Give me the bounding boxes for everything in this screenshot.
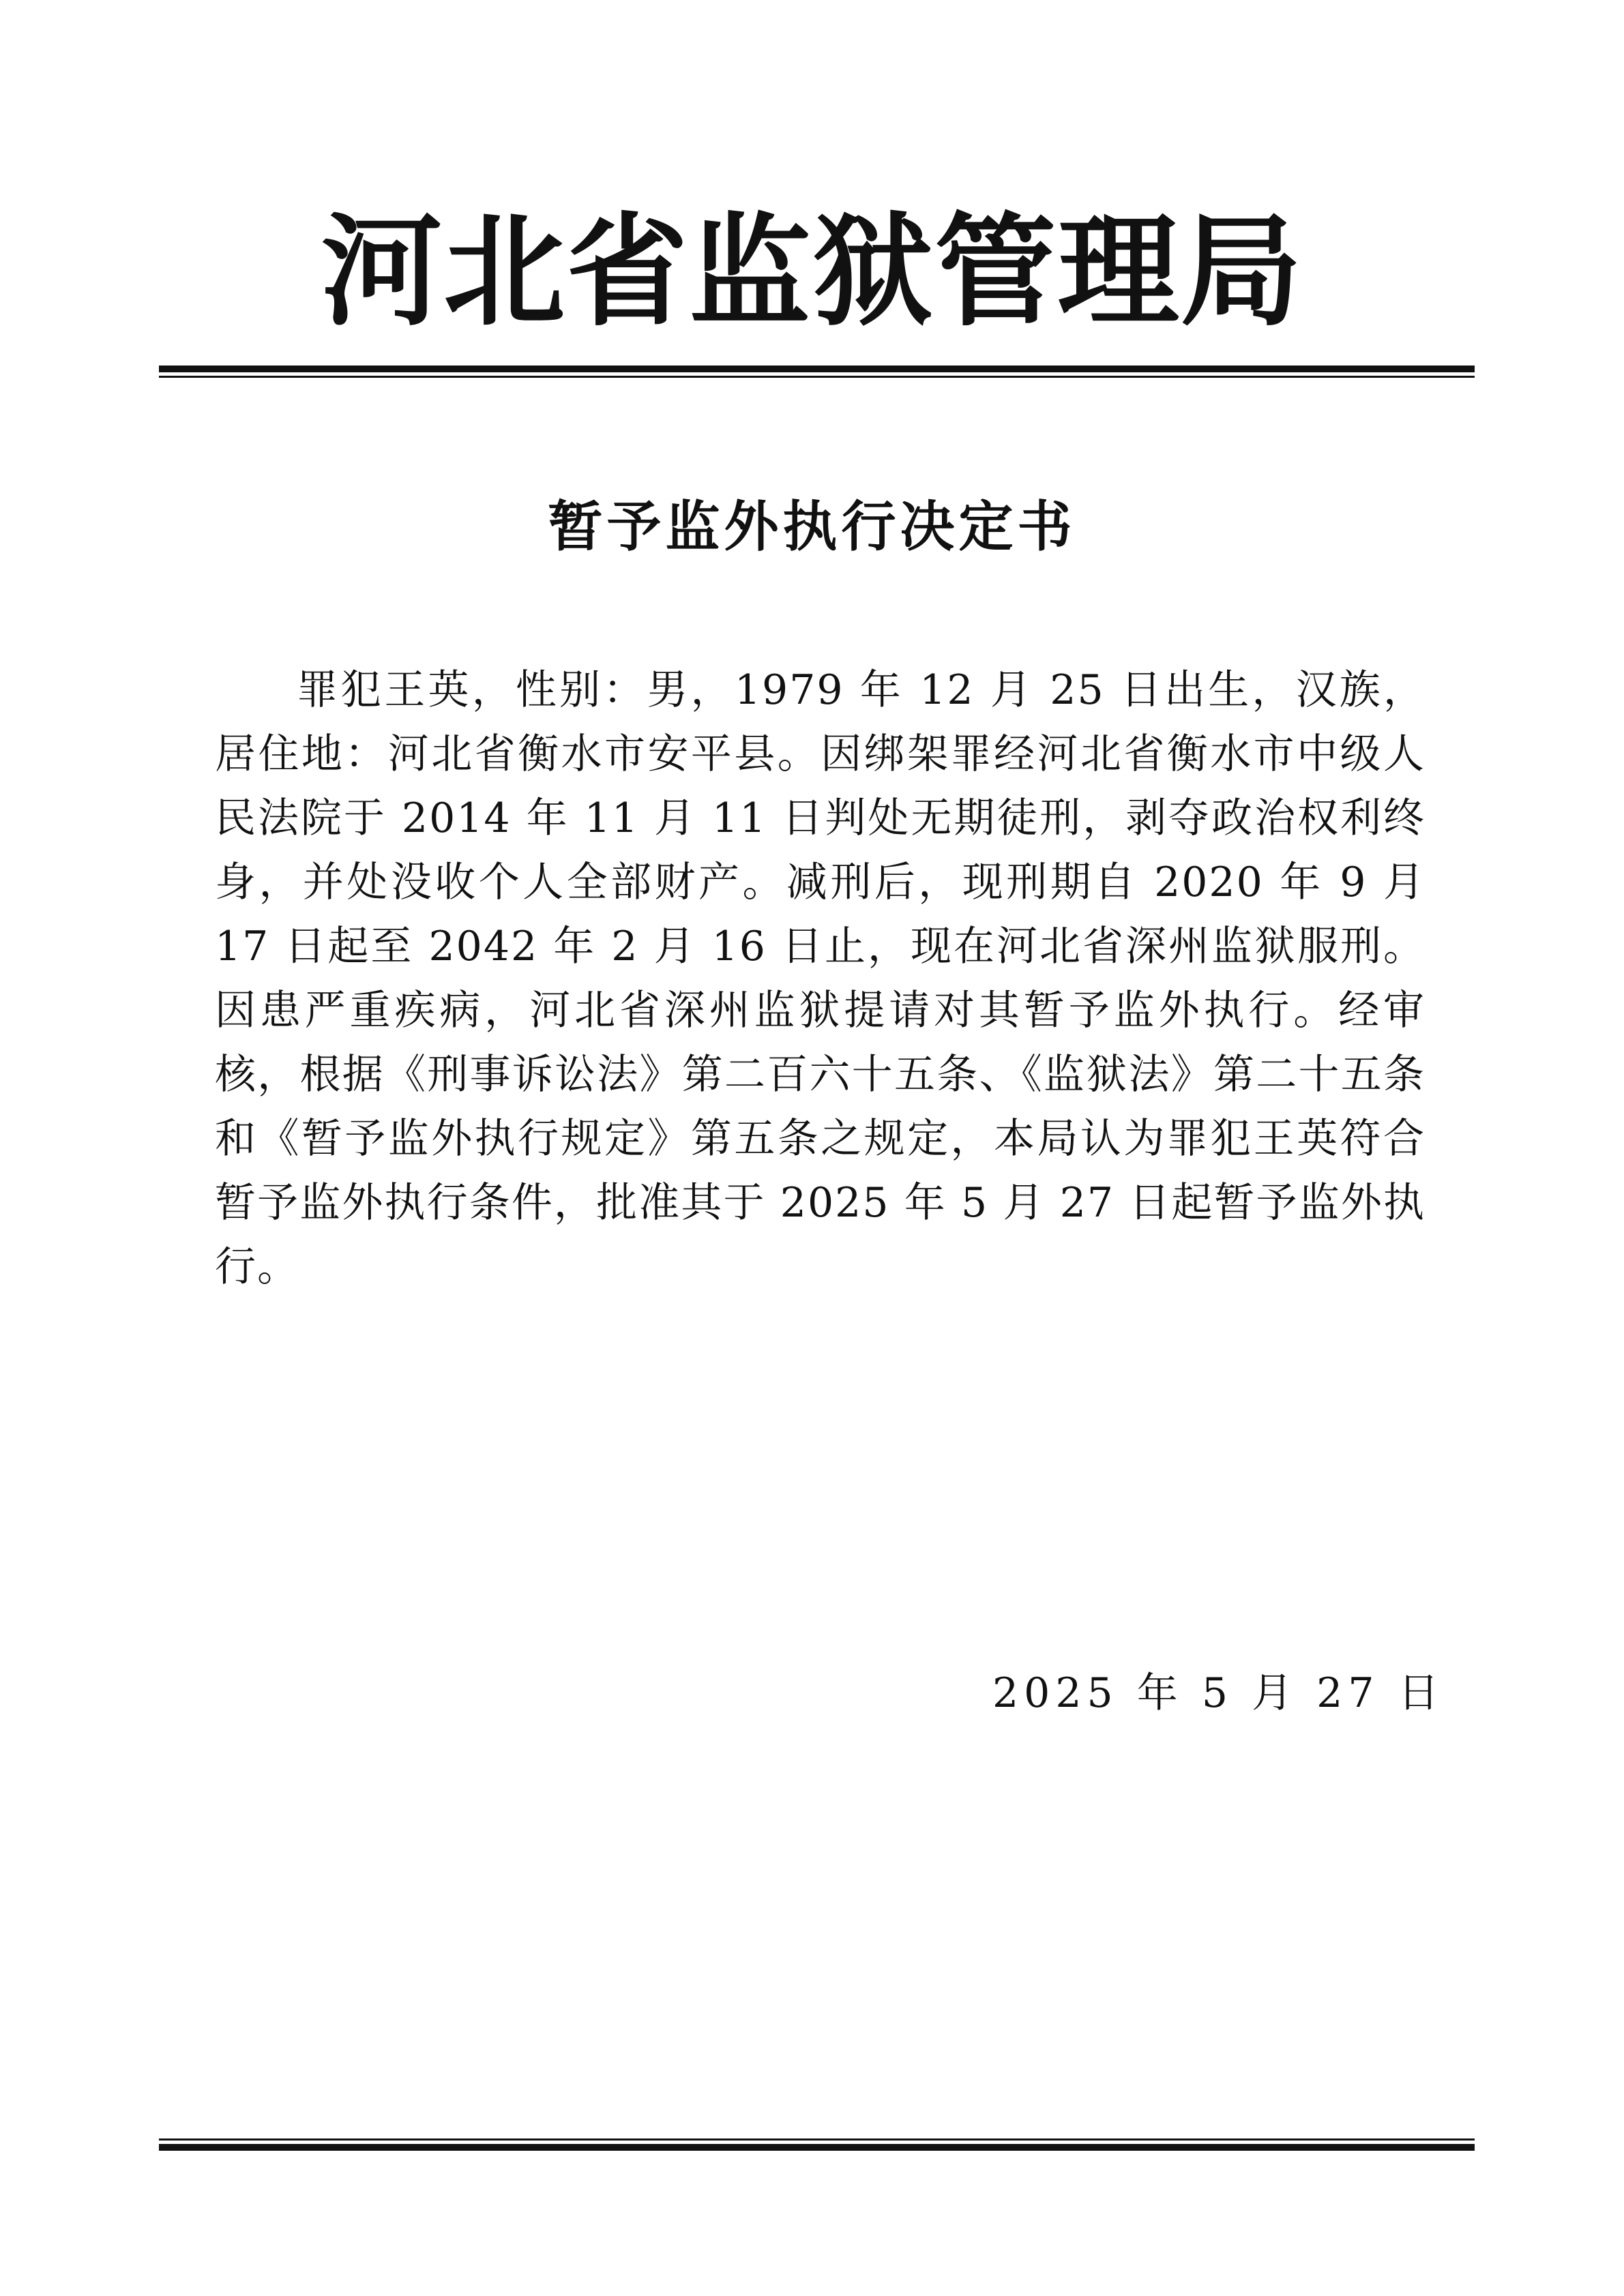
header-divider-thick-line [159,366,1475,372]
agency-title: 河北省监狱管理局 [321,200,1303,342]
document-date: 2025 年 5 月 27 日 [992,1669,1445,1717]
document-body: 罪犯王英，性别：男，1979 年 12 月 25 日出生，汉族，居住地：河北省衡水市安平县。因绑架罪经河北省衡水市中级人民法院于 2014 年 11 月 11 日判处无期徒刑，剥夺政治权利终身，并处没收个人全部财产。减刑后，现刑期自 2020 年 9 月 17 日起至 2042 年 2 月 16 日止，现在河北省深州监狱服刑。因患严重疾病，河北省深州监狱提请对其暂予监外执行。经审核，根据《刑事诉讼法》第二百六十五条、《监狱法》第二十五条和《暂予监外执行规定》第五条之规定，本局认为罪犯王英符合暂予监外执行条件，批准其于 2025 年 5 月 27 日起暂予监外执行。 [215,666,1426,1291]
footer-divider [159,2138,1475,2151]
header-divider-thin-line [159,376,1475,378]
header-divider [159,366,1475,378]
document-title: 暂予监外执行决定书 [548,495,1076,558]
footer-divider-thick-line [159,2144,1475,2151]
